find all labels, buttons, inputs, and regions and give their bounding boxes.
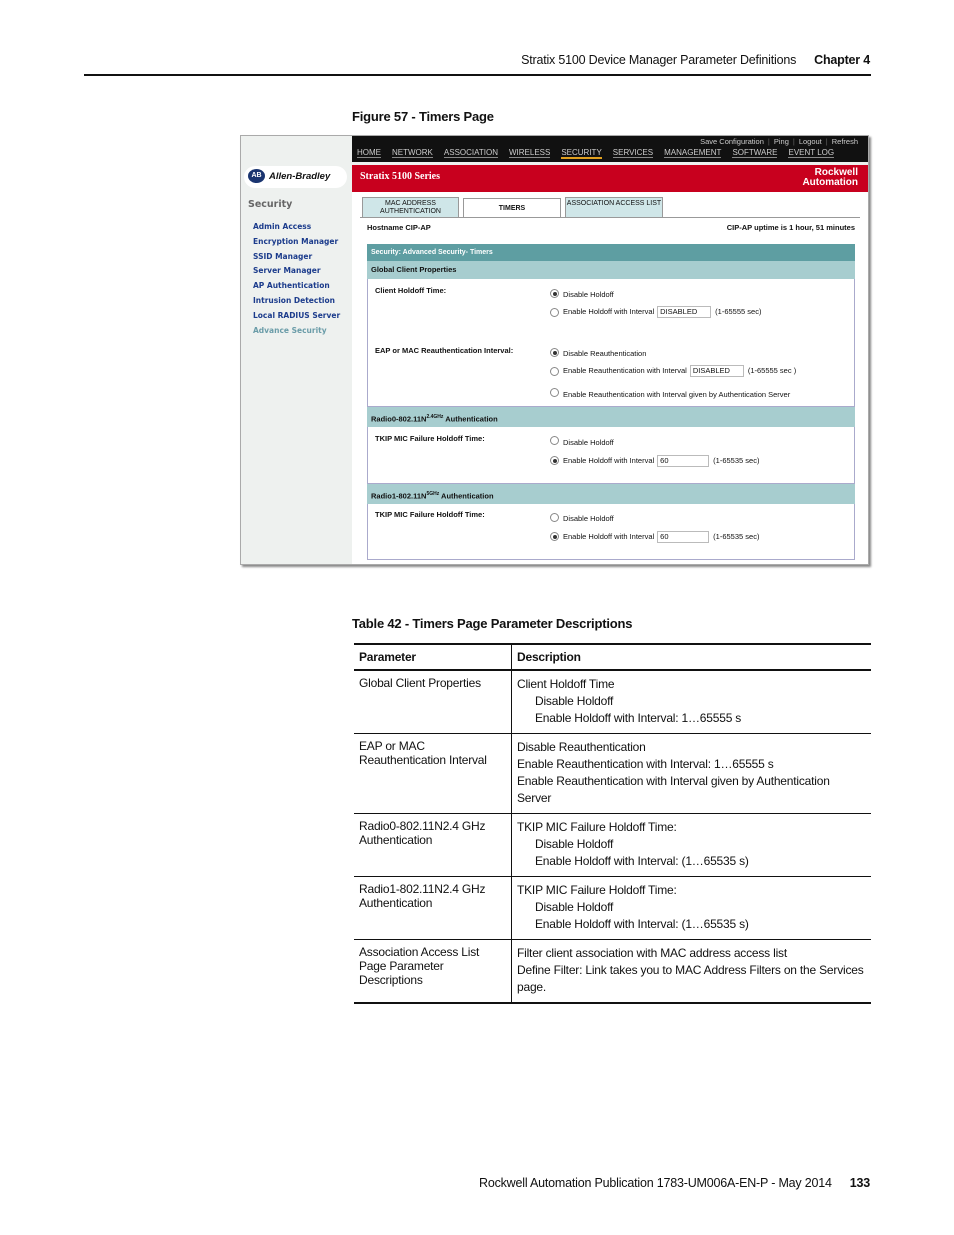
header-chapter: Chapter 4 xyxy=(814,53,870,67)
radio1-header xyxy=(367,484,855,504)
enable-reauth-radio[interactable] xyxy=(550,367,559,376)
rockwell-logo-line1: Rockwell xyxy=(814,167,858,178)
publication-info: Rockwell Automation Publication 1783-UM006A-EN-P - May 2014 xyxy=(479,1176,832,1190)
desc-line: TKIP MIC Failure Holdoff Time: xyxy=(517,883,677,897)
disable-holdoff-label: Disable Holdoff xyxy=(563,290,614,299)
section-title: Security: Advanced Security- Timers xyxy=(367,244,855,261)
nav-wireless[interactable]: WIRELESS xyxy=(508,148,551,157)
nav-association[interactable]: ASSOCIATION xyxy=(443,148,498,157)
page-footer xyxy=(479,1176,870,1190)
tab-timers[interactable]: TIMERS xyxy=(463,198,561,218)
radio0-band: 2.4GHz xyxy=(426,414,444,420)
radio0-holdoff-range: (1-65535 sec) xyxy=(713,455,760,465)
refresh-link[interactable]: Refresh xyxy=(831,137,858,146)
param-cell: Radio0-802.11N2.4 GHz Authentication xyxy=(354,814,512,877)
main-nav xyxy=(357,148,845,159)
desc-cell xyxy=(512,940,872,1004)
client-holdoff-label: Client Holdoff Time: xyxy=(375,286,447,295)
product-title: Stratix 5100 Series xyxy=(360,171,440,182)
desc-cell xyxy=(512,814,872,877)
radio0-enable-holdoff-label: Enable Holdoff with Interval xyxy=(563,455,655,465)
header-title: Stratix 5100 Device Manager Parameter Definitions xyxy=(521,53,797,67)
param-cell: Radio1-802.11N2.4 GHz Authentication xyxy=(354,877,512,940)
radio0-holdoff-input[interactable]: 60 xyxy=(657,455,709,467)
radio1-holdoff-range: (1-65535 sec) xyxy=(713,531,760,541)
table-header-row xyxy=(354,644,871,670)
desc-line: Enable Reauthentication with Interval given by Authentication Server xyxy=(517,774,830,805)
enable-holdoff-radio[interactable] xyxy=(550,308,559,317)
radio1-enable-holdoff-radio[interactable] xyxy=(550,532,559,541)
header-parameter: Parameter xyxy=(354,644,512,670)
client-holdoff-range: (1-65555 sec) xyxy=(715,306,762,316)
desc-line: Disable Holdoff xyxy=(535,900,614,914)
tab-mac-address-authentication[interactable]: MAC ADDRESS AUTHENTICATION xyxy=(362,197,459,217)
rockwell-automation-logo xyxy=(802,168,858,188)
table-row xyxy=(354,734,871,814)
ping-link[interactable]: Ping xyxy=(773,137,789,146)
radio0-auth-word: Authentication xyxy=(445,414,498,424)
global-client-properties-header: Global Client Properties xyxy=(367,261,855,279)
nav-home[interactable]: HOME xyxy=(357,148,381,157)
sidebar-item-admin-access[interactable]: Admin Access xyxy=(253,222,312,231)
nav-management[interactable]: MANAGEMENT xyxy=(664,148,722,157)
eap-reauth-label: EAP or MAC Reauthentication Interval: xyxy=(375,346,514,355)
utility-links: Save Configuration | Ping | Logout | Refresh xyxy=(700,137,858,146)
desc-line: Disable Holdoff xyxy=(535,837,614,851)
sidebar-item-ssid-manager[interactable]: SSID Manager xyxy=(253,252,313,261)
timers-page-screenshot xyxy=(240,135,869,565)
nav-services[interactable]: SERVICES xyxy=(612,148,654,157)
sidebar-item-server-manager[interactable]: Server Manager xyxy=(253,266,321,275)
radio1-auth-word: Authentication xyxy=(441,491,494,501)
desc-line: Disable Reauthentication xyxy=(517,740,646,754)
reauth-interval-input[interactable]: DISABLED xyxy=(690,365,744,377)
save-configuration-link[interactable]: Save Configuration xyxy=(700,137,764,146)
parameter-table xyxy=(354,643,871,1004)
sidebar-item-intrusion-detection[interactable]: Intrusion Detection xyxy=(253,296,335,305)
page-number: 133 xyxy=(849,1176,870,1190)
disable-reauth-label: Disable Reauthentication xyxy=(563,349,647,358)
sidebar-item-local-radius-server[interactable]: Local RADIUS Server xyxy=(253,311,341,320)
enable-holdoff-label: Enable Holdoff with Interval xyxy=(563,306,655,316)
radio0-enable-holdoff-option xyxy=(563,455,759,467)
radio0-tkip-label: TKIP MIC Failure Holdoff Time: xyxy=(375,434,485,443)
client-holdoff-input[interactable]: DISABLED xyxy=(657,306,711,318)
sidebar-item-encryption-manager[interactable]: Encryption Manager xyxy=(253,237,339,246)
radio1-title: Radio1-802.11N xyxy=(371,491,427,501)
allen-bradley-text: Allen-Bradley xyxy=(269,171,331,182)
table-row xyxy=(354,814,871,877)
radio0-disable-holdoff-radio[interactable] xyxy=(550,436,559,445)
enable-reauth-server-radio[interactable] xyxy=(550,388,559,397)
radio0-disable-holdoff-label: Disable Holdoff xyxy=(563,438,614,447)
desc-line: Disable Holdoff xyxy=(535,694,614,708)
desc-line: Enable Reauthentication with Interval: 1…65555 s xyxy=(517,757,774,771)
table-row xyxy=(354,877,871,940)
header-description: Description xyxy=(512,644,872,670)
desc-line: Enable Holdoff with Interval: (1…65535 s) xyxy=(535,917,749,931)
nav-network[interactable]: NETWORK xyxy=(392,148,433,157)
param-cell: Association Access List Page Parameter Descriptions xyxy=(354,940,512,1004)
radio0-title: Radio0-802.11N xyxy=(371,414,427,424)
table-row xyxy=(354,940,871,1004)
param-cell: EAP or MAC Reauthentication Interval xyxy=(354,734,512,814)
desc-line: Enable Holdoff with Interval: 1…65555 s xyxy=(535,711,742,725)
desc-cell xyxy=(512,734,872,814)
table-row xyxy=(354,670,871,734)
radio0-enable-holdoff-radio[interactable] xyxy=(550,456,559,465)
enable-reauth-option xyxy=(563,365,796,377)
enable-holdoff-option xyxy=(563,306,761,318)
content-area xyxy=(352,192,868,564)
sidebar-item-ap-authentication[interactable]: AP Authentication xyxy=(253,281,330,290)
radio1-tkip-label: TKIP MIC Failure Holdoff Time: xyxy=(375,510,485,519)
radio1-holdoff-input[interactable]: 60 xyxy=(657,531,709,543)
nav-security[interactable]: SECURITY xyxy=(561,148,602,157)
rockwell-logo-line2: Automation xyxy=(802,177,858,188)
top-navigation-bar xyxy=(352,136,868,162)
allen-bradley-logo xyxy=(244,166,347,188)
hostname: Hostname CIP-AP xyxy=(367,223,431,232)
desc-cell xyxy=(512,670,872,734)
disable-holdoff-radio[interactable] xyxy=(550,289,559,298)
desc-line: Filter client association with MAC address access list xyxy=(517,946,787,960)
disable-reauth-radio[interactable] xyxy=(550,348,559,357)
table-caption: Table 42 - Timers Page Parameter Descriptions xyxy=(352,616,633,631)
sidebar-title: Security xyxy=(248,199,293,210)
uptime: CIP-AP uptime is 1 hour, 51 minutes xyxy=(726,223,855,232)
radio1-disable-holdoff-label: Disable Holdoff xyxy=(563,514,614,523)
tab-association-access-list[interactable]: ASSOCIATION ACCESS LIST xyxy=(565,197,663,217)
product-banner xyxy=(352,165,868,192)
nav-software[interactable]: SOFTWARE xyxy=(732,148,778,157)
desc-line: Enable Holdoff with Interval: (1…65535 s) xyxy=(535,854,749,868)
enable-reauth-label: Enable Reauthentication with Interval xyxy=(563,365,687,375)
desc-cell xyxy=(512,877,872,940)
radio1-band: 5GHz xyxy=(426,491,440,497)
running-header xyxy=(521,53,870,67)
desc-line: Define Filter: Link takes you to MAC Address Filters on the Services page. xyxy=(517,963,864,994)
sidebar-item-advance-security[interactable]: Advance Security xyxy=(253,326,327,335)
radio1-enable-holdoff-label: Enable Holdoff with Interval xyxy=(563,531,655,541)
ab-badge-icon: AB xyxy=(248,169,265,183)
param-cell: Global Client Properties xyxy=(354,670,512,734)
header-rule xyxy=(84,74,871,76)
enable-reauth-server-label: Enable Reauthentication with Interval given by Authentication Server xyxy=(563,390,791,399)
reauth-range: (1-65555 sec ) xyxy=(747,365,797,375)
radio1-disable-holdoff-radio[interactable] xyxy=(550,513,559,522)
nav-event-log[interactable]: EVENT LOG xyxy=(788,148,835,157)
sidebar xyxy=(241,192,351,564)
radio1-enable-holdoff-option xyxy=(563,531,759,543)
desc-line: TKIP MIC Failure Holdoff Time: xyxy=(517,820,677,834)
figure-caption: Figure 57 - Timers Page xyxy=(352,109,494,124)
desc-line: Client Holdoff Time xyxy=(517,677,615,691)
tab-divider xyxy=(360,217,860,218)
logout-link[interactable]: Logout xyxy=(798,137,822,146)
radio0-header xyxy=(367,407,855,427)
